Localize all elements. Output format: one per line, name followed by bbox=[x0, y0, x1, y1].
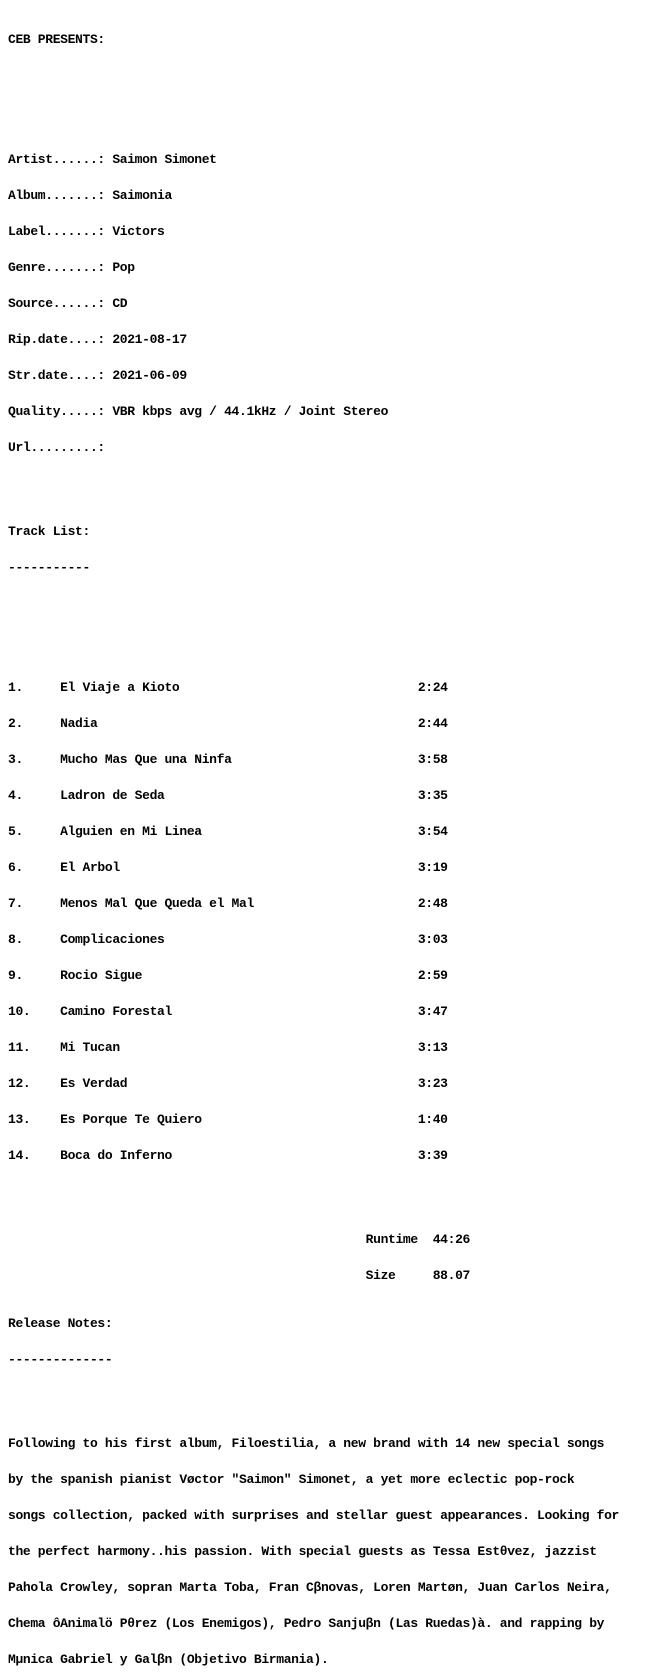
release-notes-title: Release Notes: bbox=[8, 1316, 113, 1331]
track-row: 5. Alguien en Mi Linea 3:54 bbox=[8, 824, 448, 839]
info-quality: Quality.....: VBR kbps avg / 44.1kHz / Joint Stereo bbox=[8, 404, 389, 419]
blank-line bbox=[8, 70, 619, 82]
track-row: 3. Mucho Mas Que una Ninfa 3:58 bbox=[8, 752, 448, 767]
blank-line bbox=[8, 598, 619, 610]
track-row: 4. Ladron de Seda 3:35 bbox=[8, 788, 448, 803]
blank-line bbox=[8, 106, 619, 118]
blank-line bbox=[8, 1390, 619, 1402]
release-notes-line: Mµnica Gabriel y Galβn (Objetivo Birmania). bbox=[8, 1652, 329, 1667]
blank-line bbox=[8, 1186, 619, 1198]
release-notes-line: the perfect harmony..his passion. With special guests as Tessa Estθvez, jazzist bbox=[8, 1544, 597, 1559]
nfo-text-document bbox=[8, 10, 619, 1678]
track-row: 8. Complicaciones 3:03 bbox=[8, 932, 448, 947]
info-url: Url.........: bbox=[8, 440, 105, 455]
blank-line bbox=[8, 634, 619, 646]
info-artist: Artist......: Saimon Simonet bbox=[8, 152, 217, 167]
track-row: 13. Es Porque Te Quiero 1:40 bbox=[8, 1112, 448, 1127]
track-row: 1. El Viaje a Kioto 2:24 bbox=[8, 680, 448, 695]
header-line: CEB PRESENTS: bbox=[8, 32, 105, 47]
release-notes-line: by the spanish pianist Vøctor "Saimon" Simonet, a yet more eclectic pop-rock bbox=[8, 1472, 575, 1487]
release-notes-line: Following to his first album, Filoestilia, a new brand with 14 new special songs bbox=[8, 1436, 605, 1451]
track-row: 10. Camino Forestal 3:47 bbox=[8, 1004, 448, 1019]
track-row: 14. Boca do Inferno 3:39 bbox=[8, 1148, 448, 1163]
track-row: 2. Nadia 2:44 bbox=[8, 716, 448, 731]
info-genre: Genre.......: Pop bbox=[8, 260, 135, 275]
info-source: Source......: CD bbox=[8, 296, 128, 311]
release-notes-rule: -------------- bbox=[8, 1352, 113, 1367]
release-notes-line: Chema ôAnimalö Pθrez (Los Enemigos), Pedro Sanjuβn (Las Ruedas)à. and rapping by bbox=[8, 1616, 605, 1631]
track-row: 6. El Arbol 3:19 bbox=[8, 860, 448, 875]
blank-line bbox=[8, 478, 619, 490]
info-street-date: Str.date....: 2021-06-09 bbox=[8, 368, 187, 383]
track-list-title: Track List: bbox=[8, 524, 90, 539]
track-row: 7. Menos Mal Que Queda el Mal 2:48 bbox=[8, 896, 448, 911]
track-list-rule: ----------- bbox=[8, 560, 90, 575]
size-line: Size 88.07 bbox=[8, 1268, 470, 1283]
track-row: 11. Mi Tucan 3:13 bbox=[8, 1040, 448, 1055]
track-row: 9. Rocio Sigue 2:59 bbox=[8, 968, 448, 983]
info-label: Label.......: Victors bbox=[8, 224, 165, 239]
info-album: Album.......: Saimonia bbox=[8, 188, 172, 203]
track-row: 12. Es Verdad 3:23 bbox=[8, 1076, 448, 1091]
release-notes-line: Pahola Crowley, sopran Marta Toba, Fran Cβnovas, Loren Martøn, Juan Carlos Neira, bbox=[8, 1580, 612, 1595]
runtime-line: Runtime 44:26 bbox=[8, 1232, 470, 1247]
info-rip-date: Rip.date....: 2021-08-17 bbox=[8, 332, 187, 347]
release-notes-line: songs collection, packed with surprises and stellar guest appearances. Looking for bbox=[8, 1508, 620, 1523]
